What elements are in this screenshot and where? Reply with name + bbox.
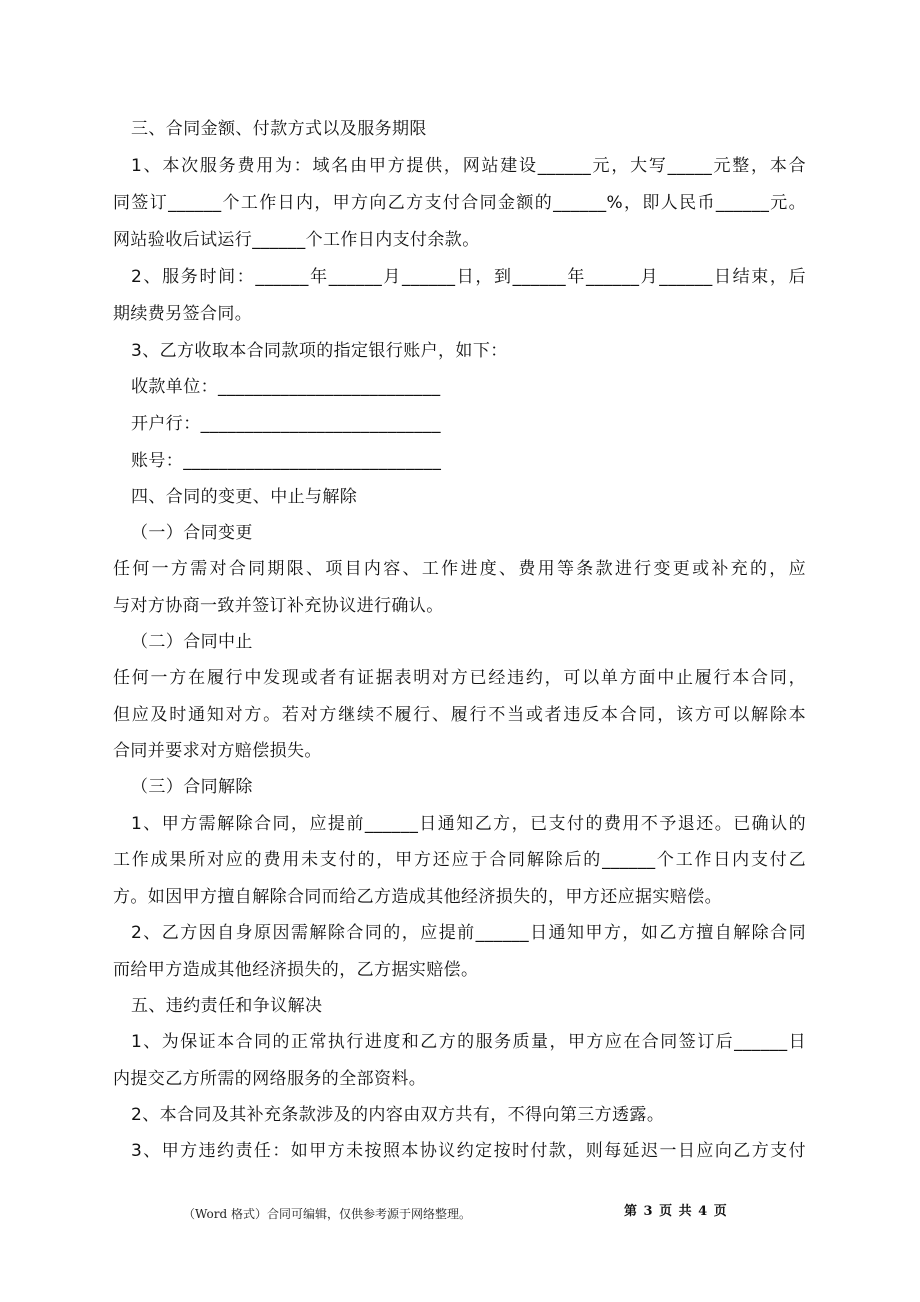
bank-account-field: 账号：_____________________________ xyxy=(131,451,442,471)
section-heading-3: 三、合同金额、付款方式以及服务期限 xyxy=(131,119,427,139)
bank-name-field: 开户行：___________________________ xyxy=(131,414,441,434)
subsection-heading: （一）合同变更 xyxy=(131,523,253,543)
paragraph-line: 期续费另签合同。 xyxy=(113,304,253,324)
paragraph-line: 1、本次服务费用为：域名由甲方提供，网站建设______元，大写_____元整，本合 xyxy=(131,156,806,176)
paragraph-line: 1、为保证本合同的正常执行进度和乙方的服务质量，甲方应在合同签订后______日 xyxy=(131,1032,806,1052)
paragraph-line: 1、甲方需解除合同，应提前______日通知乙方，已支付的费用不予退还。已确认的 xyxy=(131,814,806,834)
paragraph-line: 3、甲方违约责任：如甲方未按照本协议约定按时付款，则每延迟一日应向乙方支付 xyxy=(131,1141,806,1161)
paragraph-line: 而给甲方造成其他经济损失的，乙方据实赔偿。 xyxy=(113,960,479,980)
paragraph-line: 2、本合同及其补充条款涉及的内容由双方共有，不得向第三方透露。 xyxy=(131,1105,665,1125)
paragraph-line: 2、乙方因自身原因需解除合同的，应提前______日通知甲方，如乙方擅自解除合同 xyxy=(131,923,806,943)
section-heading-5: 五、违约责任和争议解决 xyxy=(131,996,323,1016)
paragraph-line: 工作成果所对应的费用未支付的，甲方还应于合同解除后的______个工作日内支付乙 xyxy=(113,850,806,870)
paragraph-line: 但应及时通知对方。若对方继续不履行、履行不当或者违反本合同，该方可以解除本 xyxy=(113,705,806,725)
paragraph-line: 2、服务时间：______年______月______日，到______年______月______日结束，后 xyxy=(131,267,806,287)
paragraph-line: 任何一方需对合同期限、项目内容、工作进度、费用等条款进行变更或补充的，应 xyxy=(113,559,806,579)
footer-note: （Word 格式）合同可编辑，仅供参考源于网络整理。 xyxy=(183,1207,471,1221)
paragraph-line: 方。如因甲方擅自解除合同而给乙方造成其他经济损失的，甲方还应据实赔偿。 xyxy=(113,887,722,907)
paragraph-line: 内提交乙方所需的网络服务的全部资料。 xyxy=(113,1069,427,1089)
paragraph-line: 网站验收后试运行______个工作日内支付余款。 xyxy=(113,230,480,250)
paragraph-line: 合同并要求对方赔偿损失。 xyxy=(113,741,322,761)
paragraph-line: 任何一方在履行中发现或者有证据表明对方已经违约，可以单方面中止履行本合同， xyxy=(113,668,806,688)
paragraph-line: 与对方协商一致并签订补充协议进行确认。 xyxy=(113,596,444,616)
subsection-heading: （二）合同中止 xyxy=(131,632,253,652)
section-heading-4: 四、合同的变更、中止与解除 xyxy=(131,487,358,507)
subsection-heading: （三）合同解除 xyxy=(131,777,253,797)
paragraph-line: 3、乙方收取本合同款项的指定银行账户，如下： xyxy=(131,341,508,361)
paragraph-line: 同签订______个工作日内，甲方向乙方支付合同金额的______%，即人民币______元。 xyxy=(113,193,806,213)
bank-payee-field: 收款单位：_________________________ xyxy=(131,377,441,397)
page-number: 第 3 页 共 4 页 xyxy=(624,1204,728,1219)
